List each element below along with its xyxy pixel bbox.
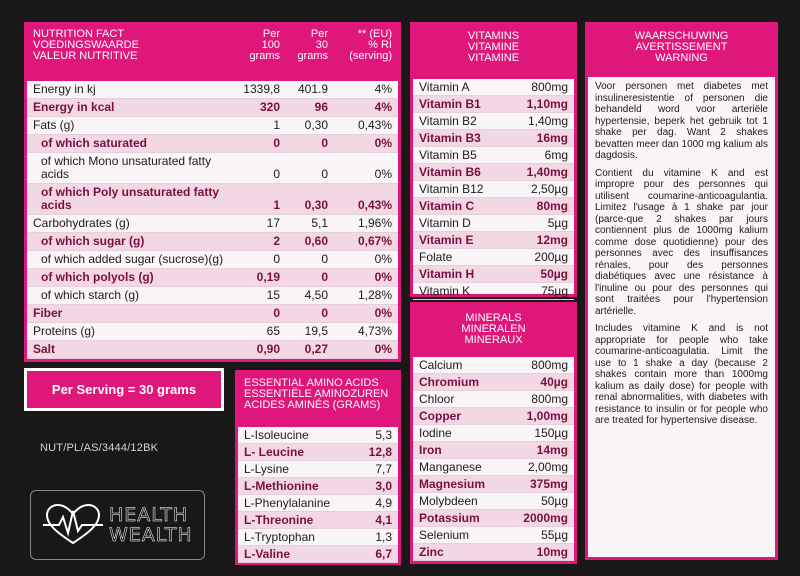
nutrient-name: of which starch (g)	[41, 288, 140, 302]
item-value: 80mg	[536, 199, 568, 213]
header-line: VALEUR NUTRITIVE	[33, 50, 138, 62]
minerals-table	[410, 302, 577, 564]
mineral-rows	[413, 357, 574, 561]
item-value: 10mg	[536, 545, 568, 559]
header-line: NUTRITION FACT	[33, 28, 125, 40]
ri-value: 0%	[374, 306, 392, 320]
table-row	[413, 493, 574, 510]
ri-value: 0%	[374, 342, 392, 356]
item-name: Molybdeen	[419, 494, 478, 508]
nutrient-name: Carbohydrates (g)	[33, 216, 130, 230]
per30-value: 0	[321, 136, 328, 150]
amino-rows	[238, 427, 398, 563]
table-row	[413, 113, 574, 130]
per30-value: 401.9	[297, 82, 328, 96]
item-value: 55µg	[541, 528, 568, 542]
table-row	[27, 99, 398, 117]
item-value: 14mg	[536, 443, 568, 457]
product-code: NUT/PL/AS/3444/12BK	[40, 442, 159, 454]
item-value: 12,8	[368, 445, 392, 459]
logo-text	[109, 505, 193, 545]
table-row	[413, 425, 574, 442]
nutrient-name: Salt	[33, 342, 56, 356]
table-row	[413, 544, 574, 561]
ri-value: 4%	[374, 82, 392, 96]
item-name: L-Isoleucine	[244, 428, 309, 442]
ri-value: 1,96%	[357, 216, 392, 230]
item-value: 5µg	[547, 216, 568, 230]
nutrient-name: of which Mono unsaturated fatty acids	[41, 154, 212, 181]
ri-value: 0,43%	[357, 198, 392, 212]
minerals-header	[413, 305, 574, 357]
nutrition-header-label	[33, 29, 238, 81]
ri-value: 1,28%	[357, 288, 392, 302]
item-name: Vitamin B5	[419, 148, 477, 162]
per100-value: 17	[266, 216, 280, 230]
header-line: ESSENTIAL AMINO ACIDS	[244, 377, 379, 389]
header-line: ESSENTIËLE AMINOZUREN	[244, 388, 389, 400]
nutrition-rows	[27, 81, 398, 359]
nutrition-header	[27, 25, 398, 81]
table-row	[413, 215, 574, 232]
item-name: Selenium	[419, 528, 470, 542]
table-row	[238, 427, 398, 444]
table-row	[27, 341, 398, 359]
nutrient-name: of which sugar (g)	[41, 234, 145, 248]
item-name: Vitamin B2	[419, 114, 477, 128]
item-name: Copper	[419, 409, 461, 423]
item-value: 16mg	[536, 131, 568, 145]
item-value: 4,1	[375, 513, 392, 527]
item-value: 800mg	[531, 80, 568, 94]
item-name: Iron	[419, 443, 442, 457]
table-row	[413, 130, 574, 147]
item-value: 2,00mg	[527, 460, 568, 474]
item-name: L-Valine	[244, 547, 291, 561]
header-line: WARNING	[655, 52, 708, 64]
header-line: 100	[261, 39, 280, 51]
header-line: MINERAUX	[464, 334, 523, 346]
per30-value: 4,50	[304, 288, 328, 302]
item-name: L-Lysine	[244, 462, 289, 476]
item-name: Vitamin E	[419, 233, 474, 247]
item-name: Calcium	[419, 358, 463, 372]
table-row	[238, 529, 398, 546]
item-name: Vitamin B3	[419, 131, 481, 145]
warning-panel	[585, 22, 778, 560]
per100-value: 0,19	[256, 270, 280, 284]
header-line: Per	[310, 28, 328, 40]
item-value: 50µg	[541, 494, 568, 508]
header-line: (serving)	[349, 50, 392, 62]
item-name: Chromium	[419, 375, 479, 389]
vitamins-header	[413, 25, 574, 79]
per30-value: 0,30	[304, 198, 328, 212]
per30-header	[286, 29, 328, 81]
table-row	[238, 495, 398, 512]
nutrient-name: Fiber	[33, 306, 63, 320]
nutrient-name: Fats (g)	[33, 118, 75, 132]
item-name: L-Methionine	[244, 479, 319, 493]
per30-value: 5,1	[311, 216, 328, 230]
header-line: grams	[297, 50, 328, 62]
item-value: 75µg	[541, 284, 568, 298]
ri-value: 4,73%	[357, 324, 392, 338]
item-value: 5,3	[375, 428, 392, 442]
ri-value: 0,43%	[357, 118, 392, 132]
table-row	[238, 461, 398, 478]
table-row	[413, 164, 574, 181]
header-line: ** (EU)	[357, 28, 392, 40]
per100-value: 320	[259, 100, 280, 114]
health-wealth-logo	[30, 490, 205, 560]
item-value: 2000mg	[523, 511, 568, 525]
item-value: 40µg	[540, 375, 568, 389]
nutrient-name: of which Poly unsaturated fatty acids	[41, 185, 220, 212]
table-row	[413, 442, 574, 459]
logo-line: HEALTH	[109, 504, 189, 526]
vitamins-table	[410, 22, 577, 297]
header-line: VITAMINE	[467, 41, 520, 53]
item-name: Vitamin B6	[419, 165, 481, 179]
per100-value: 0	[273, 252, 280, 266]
item-name: Vitamin A	[419, 80, 470, 94]
header-line: VITAMINE	[467, 52, 520, 64]
item-value: 3,0	[375, 479, 392, 493]
table-row	[413, 391, 574, 408]
table-row	[413, 459, 574, 476]
per100-value: 1	[273, 198, 280, 212]
header-line: WAARSCHUWING	[634, 30, 729, 42]
item-value: 800mg	[531, 358, 568, 372]
table-row	[413, 527, 574, 544]
header-line: VITAMINS	[467, 30, 520, 42]
nutrient-name: Proteins (g)	[33, 324, 96, 338]
item-value: 1,40mg	[527, 114, 568, 128]
table-row	[413, 96, 574, 113]
table-row	[27, 117, 398, 135]
header-line: MINERALS	[465, 312, 522, 324]
ri-value: 0%	[374, 167, 392, 181]
header-line: AVERTISSEMENT	[635, 41, 728, 53]
per-serving-badge: Per Serving = 30 grams	[24, 368, 224, 411]
item-name: Vitamin K	[419, 284, 471, 298]
ri-value: 0,67%	[357, 234, 392, 248]
nutrient-name: of which polyols (g)	[41, 270, 154, 284]
header-line: grams	[249, 50, 280, 62]
amino-header	[238, 373, 398, 427]
item-value: 7,7	[375, 462, 392, 476]
table-row	[413, 181, 574, 198]
item-value: 200µg	[534, 250, 568, 264]
per100-value: 0	[273, 136, 280, 150]
table-row	[27, 81, 398, 99]
per100-value: 0	[273, 306, 280, 320]
ri-value: 0%	[374, 252, 392, 266]
heart-pulse-icon	[43, 503, 103, 547]
item-name: L- Leucine	[244, 445, 305, 459]
per100-value: 1339,8	[243, 82, 280, 96]
table-row	[413, 476, 574, 493]
item-name: Zinc	[419, 545, 444, 559]
per30-value: 0	[321, 252, 328, 266]
item-name: Folate	[419, 250, 453, 264]
item-name: Iodine	[419, 426, 452, 440]
per100-value: 2	[273, 234, 280, 248]
table-row	[413, 408, 574, 425]
vitamin-rows	[413, 79, 574, 300]
table-row	[413, 283, 574, 300]
ri-value: 0%	[374, 136, 392, 150]
item-value: 1,00mg	[526, 409, 568, 423]
warning-paragraph-fr: Contient du vitamine K and est impropre pour des personnes qui utilisent coumarine-anticoagulantia. Limitez l'usage à 1 shake par jour (parce-que 2 shakes par jours contiennent plus de 1000mg kalium comme dose quotidienne) pour des personnes avec des insuffisances rénales, pour des personnes diabétiques avec une résistance à l'inuline ou pour des personnes qui sont traitées pour l'hypertension artérielle.	[595, 167, 768, 317]
item-value: 6mg	[544, 148, 568, 162]
per100-value: 65	[266, 324, 280, 338]
table-row	[238, 546, 398, 563]
item-name: L-Tryptophan	[244, 530, 315, 544]
table-row	[413, 232, 574, 249]
per30-value: 96	[314, 100, 328, 114]
table-row	[413, 249, 574, 266]
item-name: Chloor	[419, 392, 455, 406]
item-name: L-Phenylalanine	[244, 496, 331, 510]
item-value: 150µg	[534, 426, 568, 440]
table-row	[27, 233, 398, 251]
per100-value: 1	[273, 118, 280, 132]
nutrient-name: Energy in kcal	[33, 100, 115, 114]
item-name: L-Threonine	[244, 513, 314, 527]
table-row	[27, 305, 398, 323]
item-value: 1,3	[375, 530, 392, 544]
item-name: Magnesium	[419, 477, 486, 491]
table-row	[27, 184, 398, 215]
warning-paragraph-nl: Voor personen met diabetes met insulineresistentie of personen die behandeld word voor arteriële hypertensie, beperk het gebruik tot 1 shake per dag. Want 2 shakes bevatten meer dan 1000 mg kalium als dagdosis.	[595, 81, 768, 161]
ri-value: 4%	[374, 100, 392, 114]
item-name: Potassium	[419, 511, 480, 525]
item-value: 6,7	[375, 547, 392, 561]
table-row	[27, 215, 398, 233]
table-row	[27, 135, 398, 153]
warning-paragraph-en: Includes vitamine K and is not appropriate for people who take coumarine-anticoagulatia. Limit the use to 1 shake a day (because 2 shakes contain more than 1000mg kalium as daily dose) for people with renal abnormalities, with diabetes with resistance to insulin or for people who are treated for hypertensive disease.	[595, 323, 768, 426]
logo-line: WEALTH	[109, 524, 193, 546]
item-name: Vitamin H	[419, 267, 475, 281]
header-line: % RI	[368, 39, 392, 51]
item-name: Manganese	[419, 460, 482, 474]
table-row	[27, 287, 398, 305]
header-line: MINERALEN	[461, 323, 526, 335]
nutrient-name: of which added sugar (sucrose)(g)	[41, 252, 224, 266]
nutrient-name: of which saturated	[41, 136, 148, 150]
item-value: 4,9	[375, 496, 392, 510]
per100-value: 0,90	[256, 342, 280, 356]
table-row	[27, 323, 398, 341]
table-row	[27, 251, 398, 269]
item-value: 375mg	[529, 477, 568, 491]
table-row	[27, 269, 398, 287]
item-value: 1,40mg	[526, 165, 568, 179]
table-row	[413, 147, 574, 164]
table-row	[238, 444, 398, 461]
table-row	[238, 478, 398, 495]
header-line: VOEDINGSWAARDE	[33, 39, 139, 51]
nutrition-facts-table	[24, 22, 401, 362]
per30-value: 0,60	[304, 234, 328, 248]
table-row	[238, 512, 398, 529]
amino-acids-table	[235, 370, 401, 565]
item-name: Vitamin B1	[419, 97, 481, 111]
table-row	[413, 198, 574, 215]
warning-header	[588, 25, 775, 77]
per30-value: 0	[321, 167, 328, 181]
per30-value: 19,5	[304, 324, 328, 338]
per30-value: 0	[321, 270, 328, 284]
table-row	[413, 79, 574, 96]
ri-header	[328, 29, 392, 81]
item-name: Vitamin C	[419, 199, 475, 213]
table-row	[413, 266, 574, 283]
per100-value: 15	[266, 288, 280, 302]
per100-value: 0	[273, 167, 280, 181]
nutrient-name: Energy in kj	[33, 82, 96, 96]
table-row	[413, 357, 574, 374]
item-value: 800mg	[531, 392, 568, 406]
table-row	[27, 153, 398, 184]
item-value: 1,10mg	[526, 97, 568, 111]
table-row	[413, 510, 574, 527]
item-name: Vitamin B12	[419, 182, 484, 196]
header-line: ACIDES AMINÉS (GRAMS)	[244, 399, 381, 411]
table-row	[413, 374, 574, 391]
item-value: 12mg	[536, 233, 568, 247]
ri-value: 0%	[374, 270, 392, 284]
header-line: 30	[315, 39, 328, 51]
per30-value: 0	[321, 306, 328, 320]
item-name: Vitamin D	[419, 216, 471, 230]
item-value: 50µg	[540, 267, 568, 281]
per100-header	[238, 29, 280, 81]
item-value: 2,50µg	[531, 182, 568, 196]
per30-value: 0,27	[304, 342, 328, 356]
warning-body	[588, 77, 775, 437]
per30-value: 0,30	[304, 118, 328, 132]
header-line: Per	[262, 28, 280, 40]
